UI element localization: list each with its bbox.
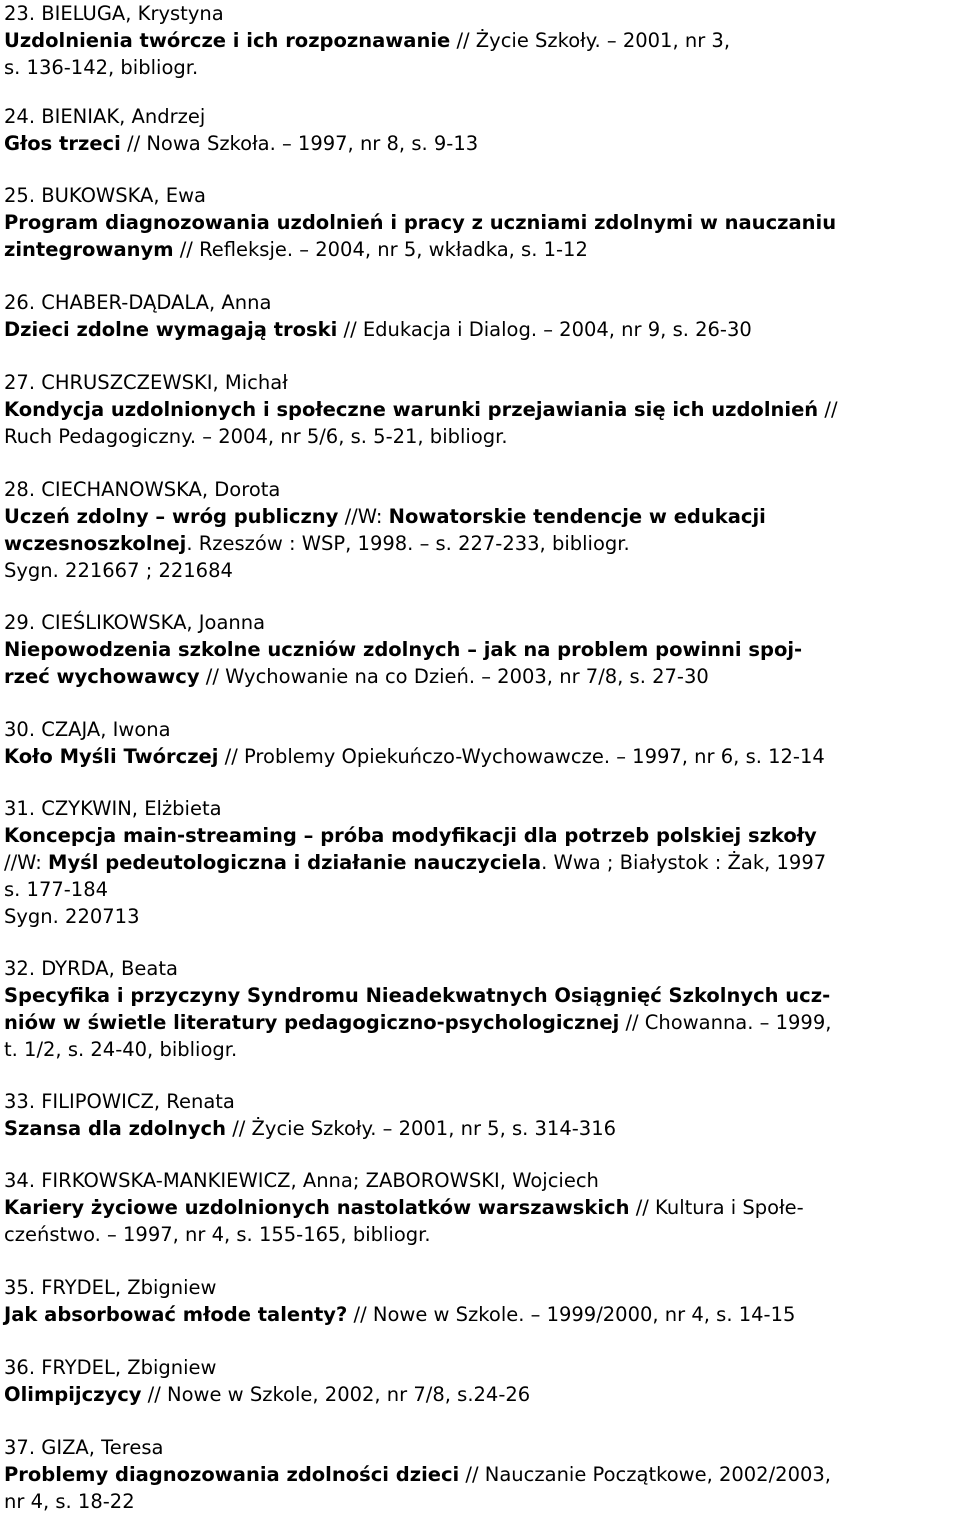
entry-title: Nowatorskie tendencje w edukacji	[388, 505, 766, 528]
entry-text-line	[4, 1009, 956, 1036]
entry-author-line	[4, 955, 956, 982]
entry-text: 30. CZAJA, Iwona	[4, 718, 171, 741]
entry-text: 26. CHABER-DĄDALA, Anna	[4, 291, 272, 314]
entry-text-line	[4, 822, 956, 849]
entry-author-line	[4, 289, 956, 316]
entry-text-line	[4, 903, 956, 930]
bibliography-entry	[4, 1274, 956, 1328]
entry-text: 33. FILIPOWICZ, Renata	[4, 1090, 235, 1113]
entry-title: Kondycja uzdolnionych i społeczne warunki przejawiania się ich uzdolnień	[4, 398, 819, 421]
entry-author-line	[4, 1088, 956, 1115]
entry-title: Uzdolnienia twórcze i ich rozpoznawanie	[4, 29, 451, 52]
entry-author-line	[4, 476, 956, 503]
entry-author-line	[4, 103, 956, 130]
entry-text-line	[4, 636, 956, 663]
entry-text-line	[4, 1194, 956, 1221]
entry-text-line	[4, 396, 956, 423]
bibliography-entry	[4, 1354, 956, 1408]
entry-title: Problemy diagnozowania zdolności dzieci	[4, 1463, 460, 1486]
entry-text-line	[4, 743, 956, 770]
entry-text: czeństwo. – 1997, nr 4, s. 155-165, bibliogr.	[4, 1223, 431, 1246]
entry-text: // Kultura i Społe-	[629, 1196, 804, 1219]
entry-author-line	[4, 0, 956, 27]
entry-text: s. 136-142, bibliogr.	[4, 56, 199, 79]
entry-text-line	[4, 209, 956, 236]
bibliography-entry	[4, 795, 956, 930]
entry-author-line	[4, 182, 956, 209]
entry-text-line	[4, 316, 956, 343]
entry-title: Jak absorbować młode talenty?	[4, 1303, 348, 1326]
bibliography-entry	[4, 182, 956, 263]
entry-text: 32. DYRDA, Beata	[4, 957, 178, 980]
entry-title: Koło Myśli Twórczej	[4, 745, 219, 768]
bibliography-entry	[4, 103, 956, 157]
entry-title: Kariery życiowe uzdolnionych nastolatków warszawskich	[4, 1196, 630, 1219]
entry-text-line	[4, 54, 956, 81]
entry-text-line	[4, 27, 956, 54]
entry-text: 34. FIRKOWSKA-MANKIEWICZ, Anna; ZABOROWSKI, Wojciech	[4, 1169, 599, 1192]
entry-title: Szansa dla zdolnych	[4, 1117, 227, 1140]
entry-author-line	[4, 609, 956, 636]
entry-text: // Chowanna. – 1999,	[619, 1011, 832, 1034]
entry-text: // Refleksje. – 2004, nr 5, wkładka, s. 1-12	[173, 238, 588, 261]
entry-text-line	[4, 876, 956, 903]
entry-title: Głos trzeci	[4, 132, 121, 155]
entry-text: 28. CIECHANOWSKA, Dorota	[4, 478, 281, 501]
entry-text: s. 177-184	[4, 878, 109, 901]
entry-title: Program diagnozowania uzdolnień i pracy z uczniami zdolnymi w nauczaniu	[4, 211, 837, 234]
bibliography-entry	[4, 1434, 956, 1515]
entry-text: // Problemy Opiekuńczo-Wychowawcze. – 1997, nr 6, s. 12-14	[218, 745, 825, 768]
entry-author-line	[4, 369, 956, 396]
entry-text: // Nowa Szkoła. – 1997, nr 8, s. 9-13	[120, 132, 479, 155]
entry-text: // Nowe w Szkole, 2002, nr 7/8, s.24-26	[141, 1383, 531, 1406]
entry-title: zintegrowanym	[4, 238, 174, 261]
entry-author-line	[4, 795, 956, 822]
bibliography-entry	[4, 369, 956, 450]
entry-text-line	[4, 423, 956, 450]
entry-author-line	[4, 1167, 956, 1194]
entry-text: 29. CIEŚLIKOWSKA, Joanna	[4, 611, 266, 634]
bibliography-entry	[4, 1167, 956, 1248]
entry-text: nr 4, s. 18-22	[4, 1490, 135, 1513]
entry-text-line	[4, 503, 956, 530]
bibliography-entry	[4, 716, 956, 770]
entry-author-line	[4, 1434, 956, 1461]
entry-title: wczesnoszkolnej	[4, 532, 187, 555]
entry-text: . Rzeszów : WSP, 1998. – s. 227-233, bibliogr.	[186, 532, 630, 555]
entry-text: . Wwa ; Białystok : Żak, 1997	[541, 851, 827, 874]
entry-text: // Nauczanie Początkowe, 2002/2003,	[459, 1463, 831, 1486]
bibliography-entry	[4, 476, 956, 584]
entry-author-line	[4, 1274, 956, 1301]
entry-text: 23. BIELUGA, Krystyna	[4, 2, 224, 25]
entry-text: // Edukacja i Dialog. – 2004, nr 9, s. 26-30	[337, 318, 752, 341]
entry-text-line	[4, 557, 956, 584]
entry-text-line	[4, 1461, 956, 1488]
entry-title: niów w świetle literatury pedagogiczno-psychologicznej	[4, 1011, 620, 1034]
entry-text: // Wychowanie na co Dzień. – 2003, nr 7/8, s. 27-30	[199, 665, 709, 688]
entry-text: 35. FRYDEL, Zbigniew	[4, 1276, 217, 1299]
bibliography-entry	[4, 0, 956, 81]
bibliography-entry	[4, 1088, 956, 1142]
entry-author-line	[4, 1354, 956, 1381]
entry-text: 24. BIENIAK, Andrzej	[4, 105, 206, 128]
entry-text-line	[4, 130, 956, 157]
entry-text: 25. BUKOWSKA, Ewa	[4, 184, 206, 207]
entry-text: 37. GIZA, Teresa	[4, 1436, 164, 1459]
entry-text: //W:	[4, 851, 49, 874]
entry-text: // Życie Szkoły. – 2001, nr 3,	[450, 29, 731, 52]
entry-text: Sygn. 221667 ; 221684	[4, 559, 233, 582]
entry-text-line	[4, 1115, 956, 1142]
entry-title: Dzieci zdolne wymagają troski	[4, 318, 338, 341]
entry-text-line	[4, 663, 956, 690]
entry-text-line	[4, 1036, 956, 1063]
entry-title: Olimpijczycy	[4, 1383, 142, 1406]
entry-text-line	[4, 849, 956, 876]
entry-text-line	[4, 1381, 956, 1408]
entry-title: Specyfika i przyczyny Syndromu Nieadekwatnych Osiągnięć Szkolnych ucz-	[4, 984, 831, 1007]
entry-title: Niepowodzenia szkolne uczniów zdolnych – jak na problem powinni spoj-	[4, 638, 803, 661]
entry-text: Sygn. 220713	[4, 905, 140, 928]
entry-text-line	[4, 530, 956, 557]
entry-text-line	[4, 236, 956, 263]
entry-text-line	[4, 1301, 956, 1328]
entry-text: t. 1/2, s. 24-40, bibliogr.	[4, 1038, 238, 1061]
entry-author-line	[4, 716, 956, 743]
entry-title: Koncepcja main-streaming – próba modyfikacji dla potrzeb polskiej szkoły	[4, 824, 817, 847]
entry-text-line	[4, 1488, 956, 1515]
entry-text-line	[4, 982, 956, 1009]
bibliography-entry	[4, 609, 956, 690]
entry-text: 31. CZYKWIN, Elżbieta	[4, 797, 222, 820]
bibliography-entry	[4, 955, 956, 1063]
entry-text: 36. FRYDEL, Zbigniew	[4, 1356, 217, 1379]
entry-text: // Życie Szkoły. – 2001, nr 5, s. 314-316	[226, 1117, 617, 1140]
bibliography-entry	[4, 289, 956, 343]
entry-title: Myśl pedeutologiczna i działanie nauczyciela	[48, 851, 542, 874]
entry-text: // Nowe w Szkole. – 1999/2000, nr 4, s. 14-15	[347, 1303, 796, 1326]
entry-text: 27. CHRUSZCZEWSKI, Michał	[4, 371, 288, 394]
entry-title: rzeć wychowawcy	[4, 665, 200, 688]
entry-text: Ruch Pedagogiczny. – 2004, nr 5/6, s. 5-21, bibliogr.	[4, 425, 508, 448]
entry-text-line	[4, 1221, 956, 1248]
entry-text: //	[818, 398, 838, 421]
entry-text: //W:	[338, 505, 389, 528]
entry-title: Uczeń zdolny – wróg publiczny	[4, 505, 339, 528]
